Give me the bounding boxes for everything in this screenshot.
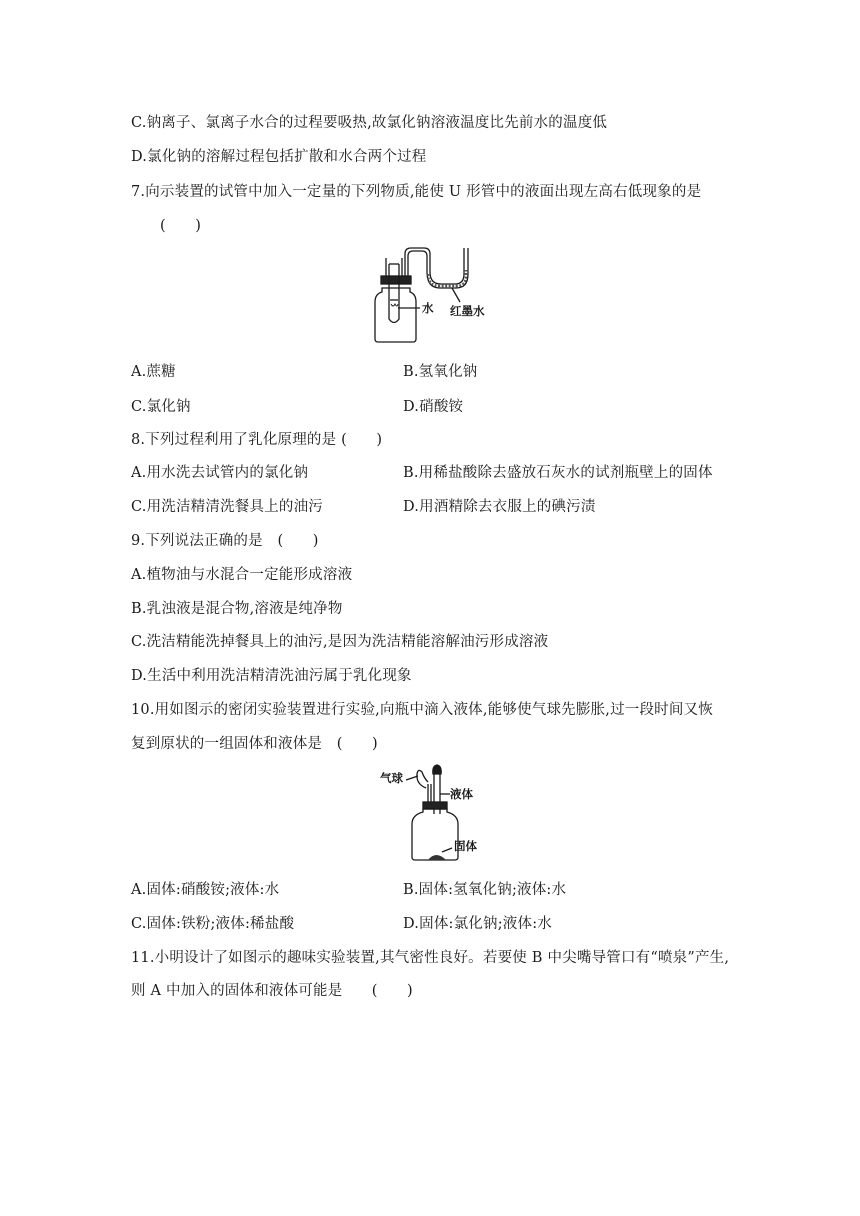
figure2-label-liquid: 液体: [450, 787, 473, 801]
figure2-label-solid: 固体: [454, 839, 477, 853]
q8-option-c: C.用洗洁精清洗餐具上的油污: [131, 499, 323, 515]
balloon-bottle-figure: [376, 762, 486, 866]
question-7-paren: ( ): [160, 218, 202, 234]
q7-option-a: A.蔗糖: [131, 364, 176, 380]
question-11-cont: 则 A 中加入的固体和液体可能是 ( ): [131, 983, 413, 999]
figure1-label-ink: 红墨水: [450, 304, 485, 318]
q9-option-b: B.乳浊液是混合物,溶液是纯净物: [131, 601, 343, 617]
q10-option-b: B.固体:氢氧化钠;液体:水: [403, 882, 567, 898]
q9-option-a: A.植物油与水混合一定能形成溶液: [131, 567, 353, 583]
figure1-label-water: 水: [422, 301, 434, 315]
question-7: 7.向示装置的试管中加入一定量的下列物质,能使 U 形管中的液面出现左高右低现象的是: [131, 184, 702, 200]
q9-option-d: D.生活中利用洗洁精清洗油污属于乳化现象: [131, 668, 412, 684]
q8-option-d: D.用酒精除去衣服上的碘污渍: [403, 499, 596, 515]
question-10: 10.用如图示的密闭实验装置进行实验,向瓶中滴入液体,能够使气球先膨胀,过一段时间又恢: [131, 702, 713, 718]
question-10-cont: 复到原状的一组固体和液体是 ( ): [131, 736, 378, 752]
question-8: 8.下列过程利用了乳化原理的是 ( ): [131, 432, 383, 448]
q10-option-d: D.固体:氯化钠;液体:水: [403, 916, 552, 932]
option-d-q6: D.氯化钠的溶解过程包括扩散和水合两个过程: [131, 149, 427, 165]
q7-option-b: B.氢氧化钠: [403, 364, 478, 380]
q8-option-b: B.用稀盐酸除去盛放石灰水的试剂瓶壁上的固体: [403, 465, 713, 481]
q8-option-a: A.用水洗去试管内的氯化钠: [131, 465, 309, 481]
question-9: 9.下列说法正确的是 ( ): [131, 533, 319, 549]
q7-option-d: D.硝酸铵: [403, 399, 464, 415]
q10-option-a: A.固体:硝酸铵;液体:水: [131, 882, 280, 898]
q9-option-c: C.洗洁精能洗掉餐具上的油污,是因为洗洁精能溶解油污形成溶液: [131, 634, 549, 650]
figure2-label-balloon: 气球: [380, 771, 403, 785]
u-tube-apparatus-figure: [360, 244, 500, 344]
q7-option-c: C.氯化钠: [131, 399, 191, 415]
question-11: 11.小明设计了如图示的趣味实验装置,其气密性良好。若要使 B 中尖嘴导管口有“喷泉”产生,: [131, 950, 730, 966]
option-c-q6: C.钠离子、氯离子水合的过程要吸热,故氯化钠溶液温度比先前水的温度低: [131, 115, 608, 131]
q10-option-c: C.固体:铁粉;液体:稀盐酸: [131, 916, 295, 932]
